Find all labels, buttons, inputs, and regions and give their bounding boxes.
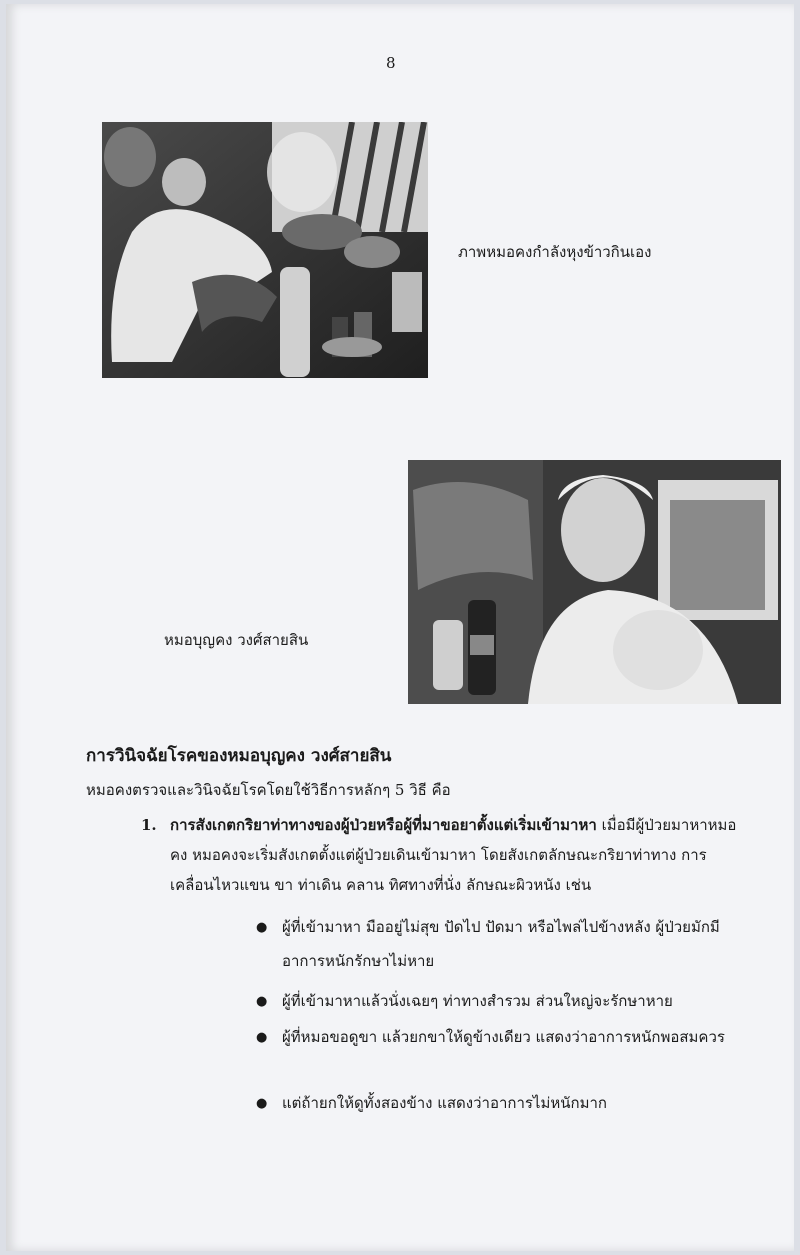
bullet-text-3: ผู้ที่หมอขอดูขา แล้วยกขาให้ดูข้างเดียว แสดงว่าอาการหนักพอสมควร — [282, 1028, 725, 1046]
portrait-photo-caption: หมอบุญคง วงศ์สายสิน — [164, 631, 309, 649]
section-intro: หมอคงตรวจและวินิจฉัยโรคโดยใช้วิธีการหลักๆ 5 วิธี คือ — [86, 781, 451, 799]
cooking-photo — [102, 122, 428, 378]
list-item-text: เมื่อมีผู้ป่วยมาหาหมอคง หมอคงจะเริ่มสังเกตตั้งแต่ผู้ป่วยเดินเข้ามาหา โดยสังเกตลักษณะกริยาท่าทาง การเคลื่อนไหวแขน ขา ท่าเดิน คลาน ทิศทางที่นั่ง ลักษณะผิวหนัง เช่น — [170, 816, 737, 894]
list-item-bold-text: การสังเกตกริยาท่าทางของผู้ป่วยหรือผู้ที่มาขอยาตั้งแต่เริ่มเข้ามาหา — [170, 816, 597, 834]
list-item-number: 1. — [141, 816, 157, 834]
section-title: การวินิจฉัยโรคของหมอบุญคง วงศ์สายสิน — [86, 746, 392, 766]
document-page — [6, 4, 794, 1251]
page-number: 8 — [386, 54, 396, 72]
portrait-photo-image — [408, 460, 781, 704]
bullet-icon: ● — [256, 920, 268, 935]
bullet-icon: ● — [256, 1030, 268, 1045]
list-item-paragraph — [170, 810, 740, 900]
bullet-icon: ● — [256, 994, 268, 1009]
portrait-photo — [408, 460, 781, 704]
bullet-text-4: แต่ถ้ายกให้ดูทั้งสองข้าง แสดงว่าอาการไม่หนักมาก — [282, 1094, 607, 1112]
cooking-photo-caption: ภาพหมอคงกำลังหุงข้าวกินเอง — [458, 243, 652, 261]
cooking-photo-image — [102, 122, 428, 378]
bullet-text-1: ผู้ที่เข้ามาหา มืออยู่ไม่สุข ปัดไป ปัดมา หรือไพล่ไปข้างหลัง ผู้ป่วยมักมีอาการหนักรักษาไม่หาย — [282, 918, 720, 970]
bullet-text-2: ผู้ที่เข้ามาหาแล้วนั่งเฉยๆ ท่าทางสำรวม ส่วนใหญ่จะรักษาหาย — [282, 992, 673, 1010]
bullet-icon: ● — [256, 1096, 268, 1111]
